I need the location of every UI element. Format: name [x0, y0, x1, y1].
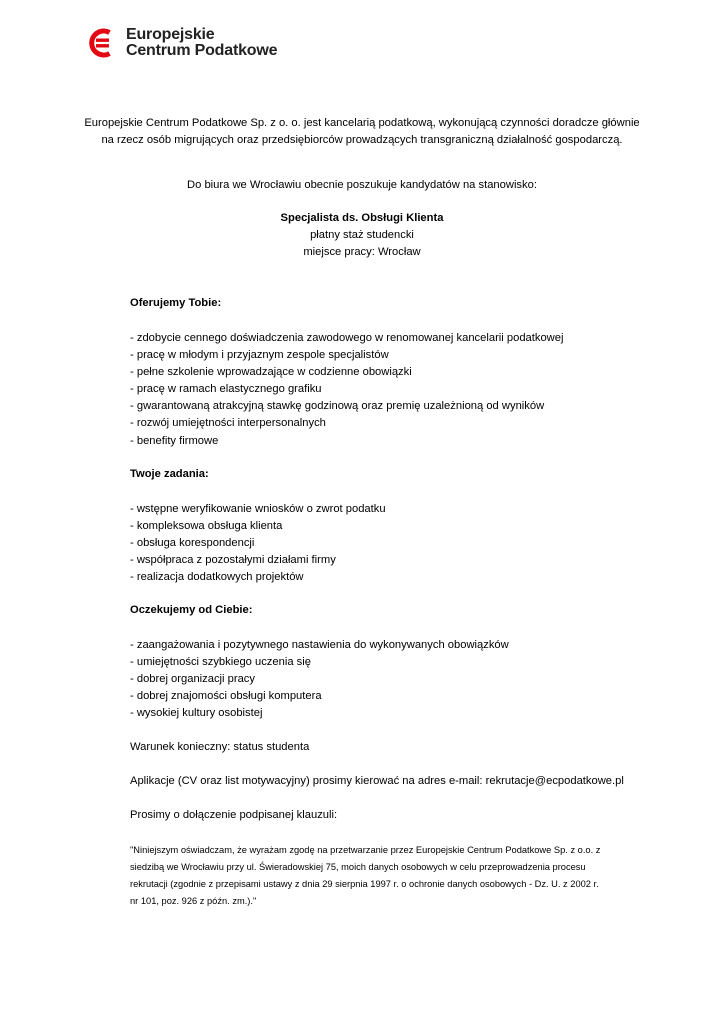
position-type: płatny staż studencki: [310, 229, 414, 241]
list-item: - pracę w ramach elastycznego grafiku: [130, 381, 650, 398]
list-item: - dobrej organizacji pracy: [130, 671, 650, 688]
clause-line-1: "Niniejszym oświadczam, że wyrażam zgodę na przetwarzanie przez Europejskie Centrum Podatkowe Sp. z o.o. z: [130, 845, 601, 855]
intro-line-1: Europejskie Centrum Podatkowe Sp. z o. o. jest kancelarią podatkową, wykonującą czynności doradcze głównie: [84, 117, 640, 129]
expect-list-wrap: [130, 637, 650, 722]
list-item: - realizacja dodatkowych projektów: [130, 569, 650, 586]
expect-section: [130, 602, 650, 619]
list-item: - wysokiej kultury osobistej: [130, 705, 650, 722]
expect-heading: Oczekujemy od Ciebie:: [130, 604, 253, 616]
logo-wordmark: [126, 27, 277, 59]
list-item: - umiejętności szybkiego uczenia się: [130, 654, 650, 671]
clause-line-3: rekrutacji (zgodnie z przepisami ustawy z dnia 29 sierpnia 1997 r. o ochronie danych osobowych - Dz. U. z 2002 r.: [130, 879, 599, 889]
logo-mark-icon: [87, 28, 117, 58]
application-text: Aplikacje (CV oraz list motywacyjny) prosimy kierować na adres e-mail: rekrutacje@ecpodatkowe.pl: [130, 775, 624, 787]
list-item: - gwarantowaną atrakcyjną stawkę godzinową oraz premię uzależnioną od wyników: [130, 398, 650, 415]
list-item: - zaangażowania i pozytywnego nastawienia do wykonywanych obowiązków: [130, 637, 650, 654]
tasks-list: [130, 501, 650, 586]
offer-list: [130, 330, 650, 450]
clause-line-4: nr 101, poz. 926 z późn. zm.).": [130, 896, 257, 906]
list-item: - kompleksowa obsługa klienta: [130, 518, 650, 535]
search-text: Do biura we Wrocławiu obecnie poszukuje kandydatów na stanowisko:: [187, 179, 537, 191]
tasks-heading: Twoje zadania:: [130, 468, 209, 480]
offer-section: [130, 295, 650, 312]
tasks-section: [130, 466, 650, 483]
consent-clause: [130, 842, 640, 910]
list-item: - dobrej znajomości obsługi komputera: [130, 688, 650, 705]
clause-line-2: siedzibą we Wrocławiu przy ul. Świeradowskiej 75, moich danych osobowych w celu przeprowadzenia procesu: [130, 862, 586, 872]
list-item: - benefity firmowe: [130, 433, 650, 450]
list-item: - pracę w młodym i przyjaznym zespole specjalistów: [130, 347, 650, 364]
position-title: Specjalista ds. Obsługi Klienta: [280, 212, 444, 224]
list-item: - rozwój umiejętności interpersonalnych: [130, 415, 650, 432]
offer-list-wrap: [130, 330, 650, 450]
logo-line-2: Centrum Podatkowe: [126, 42, 278, 59]
condition-text: Warunek konieczny: status studenta: [130, 741, 310, 753]
company-logo: [87, 27, 277, 59]
list-item: - wstępne weryfikowanie wniosków o zwrot podatku: [130, 501, 650, 518]
intro-line-2: na rzecz osób migrujących oraz przedsiębiorców prowadzących transgraniczną działalność gospodarczą.: [101, 134, 623, 146]
position-block: [80, 210, 644, 261]
list-item: - obsługa korespondencji: [130, 535, 650, 552]
logo-line-1: Europejskie: [126, 26, 215, 43]
clause-request-text: Prosimy o dołączenie podpisanej klauzuli:: [130, 809, 338, 821]
list-item: - zdobycie cennego doświadczenia zawodowego w renomowanej kancelarii podatkowej: [130, 330, 650, 347]
list-item: - współpraca z pozostałymi działami firmy: [130, 552, 650, 569]
company-intro: [80, 115, 644, 149]
tasks-list-wrap: [130, 501, 650, 586]
list-item: - pełne szkolenie wprowadzające w codzienne obowiązki: [130, 364, 650, 381]
offer-heading: Oferujemy Tobie:: [130, 297, 222, 309]
expect-list: [130, 637, 650, 722]
position-place: miejsce pracy: Wrocław: [303, 246, 421, 258]
